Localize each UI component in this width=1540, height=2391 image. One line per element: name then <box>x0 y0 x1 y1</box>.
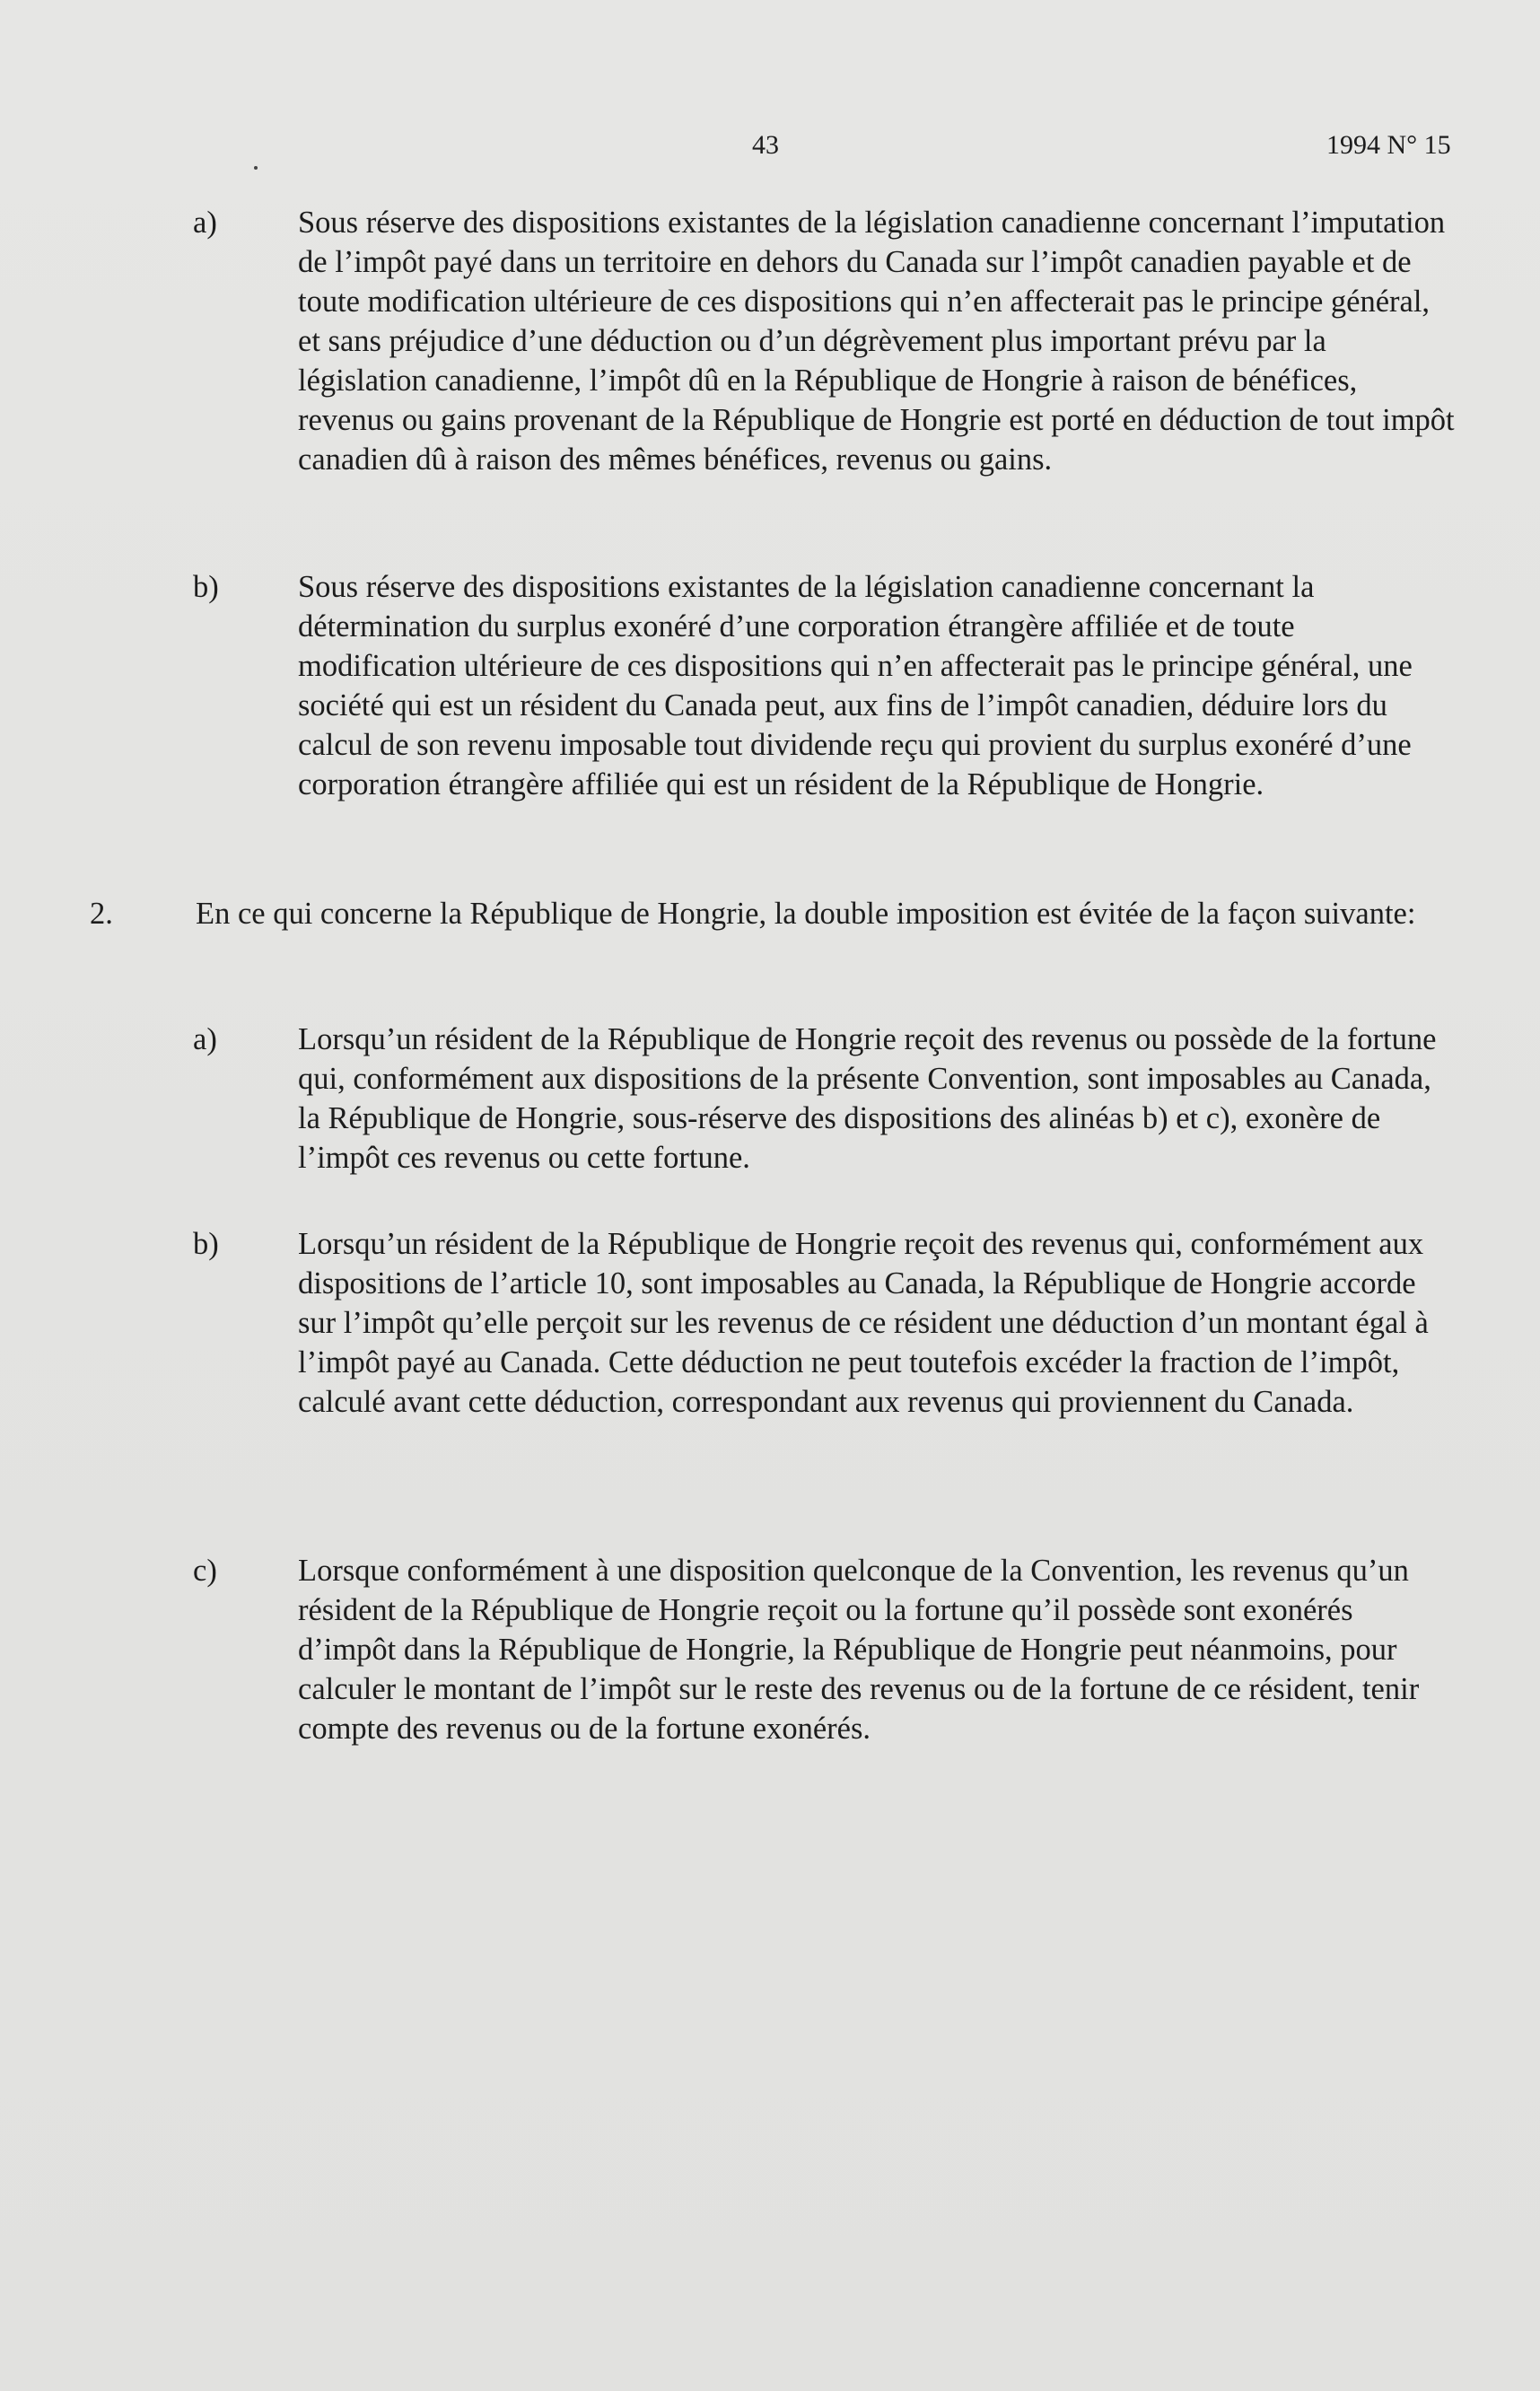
paragraph-1a <box>193 203 1458 526</box>
paragraph-text: Lorsqu’un résident de la République de Hongrie reçoit des revenus ou possède de la fortune qui, conformément aux dispositions de la présente Convention, sont imposables au Canada, la République de Hongrie, sous-réserve des dispositions des alinéas b) et c), exonère de l’impôt ces revenus ou cette fortune. <box>298 1022 1437 1175</box>
paragraph-text: Sous réserve des dispositions existantes de la législation canadienne concernant la détermination du surplus exonéré d’une corporation étrangère affiliée et de toute modification ultérieure de ces dispositions qui n’en affecterait pas le principe général, une société qui est un résident du Canada peut, aux fins de l’impôt canadien, déduire lors du calcul de son revenu imposable tout dividende reçu qui provient du surplus exonéré d’une corporation étrangère affiliée qui est un résident de la République de Hongrie. <box>298 570 1413 801</box>
paragraph-2-intro <box>90 894 1454 933</box>
paragraph-marker: c) <box>193 1554 217 1588</box>
paragraph-marker: a) <box>193 206 217 240</box>
paragraph-2c <box>193 1551 1458 1802</box>
stray-mark <box>254 166 258 170</box>
paragraph-marker: b) <box>193 570 219 604</box>
paragraph-marker: a) <box>193 1022 217 1056</box>
paragraph-text: Lorsqu’un résident de la République de Hongrie reçoit des revenus qui, conformément aux dispositions de l’article 10, sont imposables au Canada, la République de Hongrie accorde sur l’impôt qu’elle perçoit sur les revenus de ce résident une déduction d’un montant égal à l’impôt payé au Canada. Cette déduction ne peut toutefois excéder la fraction de l’impôt, calculé avant cette déduction, correspondant aux revenus qui proviennent du Canada. <box>298 1227 1429 1419</box>
paragraph-text: Sous réserve des dispositions existantes de la législation canadienne concernant l’imputation de l’impôt payé dans un territoire en dehors du Canada sur l’impôt canadien payable et de toute modification ultérieure de ces dispositions qui n’en affecterait pas le principe général, et sans préjudice d’une déduction ou d’un dégrèvement plus important prévu par la législation canadienne, l’impôt dû en la République de Hongrie à raison de bénéfices, revenus ou gains provenant de la République de Hongrie est porté en déduction de tout impôt canadien dû à raison des mêmes bénéfices, revenus ou gains. <box>298 206 1455 477</box>
paragraph-intro-text: En ce qui concerne la République de Hongrie, la double imposition est évitée de la façon suivante: <box>196 897 1416 931</box>
paragraph-number: 2. <box>90 897 113 931</box>
publication-reference: 1994 N° 15 <box>1326 130 1451 160</box>
paragraph-text: Lorsque conformément à une disposition quelconque de la Convention, les revenus qu’un résident de la République de Hongrie reçoit ou la fortune qu’il possède sont exonérés d’impôt dans la République de Hongrie, la République de Hongrie peut néanmoins, pour calculer le montant de l’impôt sur le reste des revenus ou de la fortune de ce résident, tenir compte des revenus ou de la fortune exonérés. <box>298 1554 1420 1746</box>
page-number: 43 <box>752 130 779 160</box>
paragraph-2b <box>193 1224 1458 1511</box>
paragraph-1b <box>193 567 1458 854</box>
paragraph-marker: b) <box>193 1227 219 1261</box>
paragraph-2a <box>193 1020 1458 1226</box>
